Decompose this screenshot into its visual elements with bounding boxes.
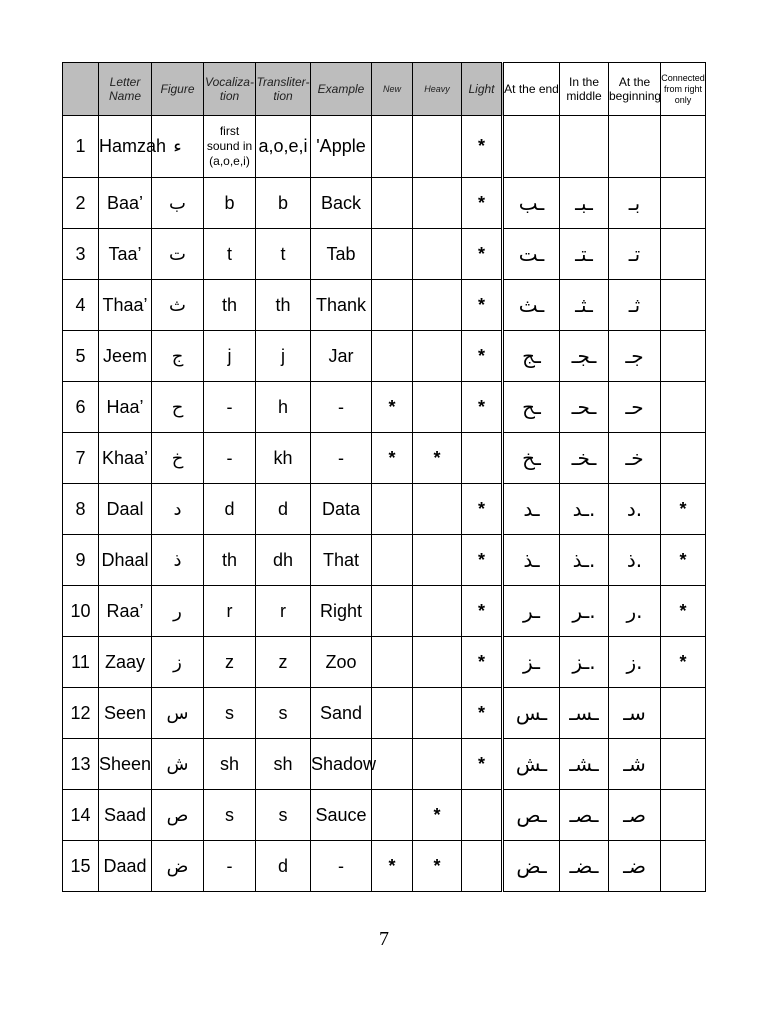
figure-cell: ص <box>152 790 204 841</box>
example-cell: Data <box>311 484 372 535</box>
connected-right-mark-cell: * <box>661 535 706 586</box>
row-number-cell: 5 <box>63 331 99 382</box>
connected-right-mark-cell <box>661 841 706 892</box>
example-cell: Jar <box>311 331 372 382</box>
table-row <box>63 433 706 484</box>
form-at-beginning-cell: تـ <box>609 229 661 280</box>
letter-name-cell: Thaa’ <box>99 280 152 331</box>
new-mark-cell <box>372 586 413 637</box>
form-at-end-cell: ـص <box>503 790 560 841</box>
form-at-beginning-cell: ر. <box>609 586 661 637</box>
example-cell: Right <box>311 586 372 637</box>
row-number-cell: 8 <box>63 484 99 535</box>
heavy-mark-cell <box>413 331 462 382</box>
form-in-middle-cell: ـر. <box>560 586 609 637</box>
header-heavy: Heavy <box>413 63 462 116</box>
letter-name-cell: Baa’ <box>99 178 152 229</box>
form-in-middle-cell: ـثـ <box>560 280 609 331</box>
example-cell: Shadow <box>311 739 372 790</box>
letter-name-cell: Daad <box>99 841 152 892</box>
example-cell: - <box>311 433 372 484</box>
row-number-cell: 2 <box>63 178 99 229</box>
form-at-beginning-cell: سـ <box>609 688 661 739</box>
table-row <box>63 739 706 790</box>
heavy-mark-cell <box>413 382 462 433</box>
connected-right-mark-cell <box>661 382 706 433</box>
light-mark-cell: * <box>462 637 503 688</box>
vocalization-cell: b <box>204 178 256 229</box>
heavy-mark-cell: * <box>413 841 462 892</box>
header-connected-right: Connected from right only <box>661 63 706 116</box>
form-in-middle-cell: ـحـ <box>560 382 609 433</box>
page-number: 7 <box>379 928 389 950</box>
heavy-mark-cell <box>413 586 462 637</box>
transliteration-cell: s <box>256 688 311 739</box>
figure-cell: ب <box>152 178 204 229</box>
form-at-end-cell: ـث <box>503 280 560 331</box>
form-at-beginning-cell: حـ <box>609 382 661 433</box>
light-mark-cell: * <box>462 586 503 637</box>
table-row <box>63 116 706 178</box>
row-number-cell: 9 <box>63 535 99 586</box>
letter-name-cell: Raa’ <box>99 586 152 637</box>
vocalization-cell: t <box>204 229 256 280</box>
example-cell: Thank <box>311 280 372 331</box>
table-row <box>63 280 706 331</box>
table-row <box>63 586 706 637</box>
vocalization-cell: s <box>204 790 256 841</box>
heavy-mark-cell <box>413 280 462 331</box>
table-row <box>63 688 706 739</box>
transliteration-cell: b <box>256 178 311 229</box>
vocalization-cell: s <box>204 688 256 739</box>
row-number-cell: 12 <box>63 688 99 739</box>
new-mark-cell: * <box>372 841 413 892</box>
form-at-end-cell: ـد <box>503 484 560 535</box>
form-at-end-cell: ـذ <box>503 535 560 586</box>
figure-cell: ر <box>152 586 204 637</box>
table-row <box>63 382 706 433</box>
new-mark-cell <box>372 739 413 790</box>
table-row <box>63 484 706 535</box>
figure-cell: ض <box>152 841 204 892</box>
transliteration-cell: d <box>256 484 311 535</box>
light-mark-cell: * <box>462 178 503 229</box>
form-in-middle-cell <box>560 116 609 178</box>
light-mark-cell: * <box>462 280 503 331</box>
figure-cell: ش <box>152 739 204 790</box>
connected-right-mark-cell <box>661 331 706 382</box>
form-in-middle-cell: ـصـ <box>560 790 609 841</box>
form-at-end-cell: ـت <box>503 229 560 280</box>
row-number-cell: 4 <box>63 280 99 331</box>
new-mark-cell <box>372 229 413 280</box>
connected-right-mark-cell: * <box>661 637 706 688</box>
light-mark-cell: * <box>462 229 503 280</box>
form-at-end-cell <box>503 116 560 178</box>
form-in-middle-cell: ـشـ <box>560 739 609 790</box>
form-in-middle-cell: ـسـ <box>560 688 609 739</box>
letter-name-cell: Saad <box>99 790 152 841</box>
form-in-middle-cell: ـضـ <box>560 841 609 892</box>
transliteration-cell: t <box>256 229 311 280</box>
heavy-mark-cell: * <box>413 790 462 841</box>
header-example: Example <box>311 63 372 116</box>
figure-cell: ث <box>152 280 204 331</box>
form-at-end-cell: ـخ <box>503 433 560 484</box>
header-row <box>63 63 706 116</box>
heavy-mark-cell <box>413 229 462 280</box>
letter-name-cell: Hamzah <box>99 116 152 178</box>
header-in-middle: In the middle <box>560 63 609 116</box>
figure-cell: ح <box>152 382 204 433</box>
new-mark-cell <box>372 280 413 331</box>
form-at-end-cell: ـر <box>503 586 560 637</box>
transliteration-cell: d <box>256 841 311 892</box>
figure-cell: س <box>152 688 204 739</box>
connected-right-mark-cell <box>661 116 706 178</box>
heavy-mark-cell: * <box>413 433 462 484</box>
letter-name-cell: Taa’ <box>99 229 152 280</box>
heavy-mark-cell <box>413 688 462 739</box>
heavy-mark-cell <box>413 116 462 178</box>
light-mark-cell: * <box>462 535 503 586</box>
light-mark-cell: * <box>462 331 503 382</box>
form-in-middle-cell: ـد. <box>560 484 609 535</box>
transliteration-cell: j <box>256 331 311 382</box>
connected-right-mark-cell <box>661 178 706 229</box>
vocalization-cell: d <box>204 484 256 535</box>
new-mark-cell: * <box>372 433 413 484</box>
new-mark-cell: * <box>372 382 413 433</box>
form-at-beginning-cell: ز. <box>609 637 661 688</box>
vocalization-cell: - <box>204 841 256 892</box>
light-mark-cell <box>462 790 503 841</box>
new-mark-cell <box>372 116 413 178</box>
header-letter-name: Letter Name <box>99 63 152 116</box>
table-row <box>63 841 706 892</box>
figure-cell: ز <box>152 637 204 688</box>
form-at-end-cell: ـب <box>503 178 560 229</box>
connected-right-mark-cell <box>661 688 706 739</box>
letter-name-cell: Khaa’ <box>99 433 152 484</box>
letter-name-cell: Dhaal <box>99 535 152 586</box>
transliteration-cell: s <box>256 790 311 841</box>
form-at-beginning-cell: صـ <box>609 790 661 841</box>
new-mark-cell <box>372 535 413 586</box>
form-at-beginning-cell: شـ <box>609 739 661 790</box>
example-cell: That <box>311 535 372 586</box>
transliteration-cell: kh <box>256 433 311 484</box>
light-mark-cell: * <box>462 739 503 790</box>
light-mark-cell <box>462 433 503 484</box>
new-mark-cell <box>372 637 413 688</box>
example-cell: - <box>311 841 372 892</box>
row-number-cell: 13 <box>63 739 99 790</box>
header-light: Light <box>462 63 503 116</box>
letter-name-cell: Daal <box>99 484 152 535</box>
form-at-beginning-cell: ثـ <box>609 280 661 331</box>
header-figure: Figure <box>152 63 204 116</box>
header-transliteration: Transliter-tion <box>256 63 311 116</box>
transliteration-cell: dh <box>256 535 311 586</box>
light-mark-cell: * <box>462 484 503 535</box>
figure-cell: ء <box>152 116 204 178</box>
vocalization-cell: r <box>204 586 256 637</box>
light-mark-cell: * <box>462 688 503 739</box>
header-blank <box>63 63 99 116</box>
table-row <box>63 790 706 841</box>
form-at-beginning-cell <box>609 116 661 178</box>
light-mark-cell <box>462 841 503 892</box>
vocalization-cell: th <box>204 535 256 586</box>
example-cell: Sand <box>311 688 372 739</box>
form-at-beginning-cell: جـ <box>609 331 661 382</box>
heavy-mark-cell <box>413 484 462 535</box>
vocalization-cell: j <box>204 331 256 382</box>
form-at-beginning-cell: ذ. <box>609 535 661 586</box>
form-at-end-cell: ـض <box>503 841 560 892</box>
form-at-end-cell: ـش <box>503 739 560 790</box>
header-vocalization: Vocaliza-tion <box>204 63 256 116</box>
figure-cell: خ <box>152 433 204 484</box>
form-in-middle-cell: ـتـ <box>560 229 609 280</box>
heavy-mark-cell <box>413 178 462 229</box>
letter-name-cell: Haa’ <box>99 382 152 433</box>
row-number-cell: 15 <box>63 841 99 892</box>
example-cell: 'Apple <box>311 116 372 178</box>
table-row <box>63 637 706 688</box>
vocalization-cell: first sound in (a,o,e,i) <box>204 116 256 178</box>
new-mark-cell <box>372 484 413 535</box>
transliteration-cell: sh <box>256 739 311 790</box>
vocalization-cell: - <box>204 433 256 484</box>
heavy-mark-cell <box>413 739 462 790</box>
table-row <box>63 229 706 280</box>
form-in-middle-cell: ـذ. <box>560 535 609 586</box>
form-in-middle-cell: ـجـ <box>560 331 609 382</box>
connected-right-mark-cell <box>661 790 706 841</box>
row-number-cell: 11 <box>63 637 99 688</box>
form-at-beginning-cell: ضـ <box>609 841 661 892</box>
new-mark-cell <box>372 688 413 739</box>
example-cell: Sauce <box>311 790 372 841</box>
form-at-end-cell: ـز <box>503 637 560 688</box>
header-new: New <box>372 63 413 116</box>
row-number-cell: 14 <box>63 790 99 841</box>
new-mark-cell <box>372 331 413 382</box>
transliteration-cell: th <box>256 280 311 331</box>
light-mark-cell: * <box>462 116 503 178</box>
connected-right-mark-cell: * <box>661 484 706 535</box>
light-mark-cell: * <box>462 382 503 433</box>
form-in-middle-cell: ـخـ <box>560 433 609 484</box>
new-mark-cell <box>372 178 413 229</box>
heavy-mark-cell <box>413 535 462 586</box>
letter-name-cell: Seen <box>99 688 152 739</box>
heavy-mark-cell <box>413 637 462 688</box>
transliteration-cell: z <box>256 637 311 688</box>
connected-right-mark-cell <box>661 229 706 280</box>
form-in-middle-cell: ـبـ <box>560 178 609 229</box>
table-row <box>63 178 706 229</box>
header-at-end: At the end <box>503 63 560 116</box>
header-at-beginning: At the beginning <box>609 63 661 116</box>
example-cell: - <box>311 382 372 433</box>
vocalization-cell: - <box>204 382 256 433</box>
connected-right-mark-cell: * <box>661 586 706 637</box>
row-number-cell: 7 <box>63 433 99 484</box>
form-at-end-cell: ـح <box>503 382 560 433</box>
row-number-cell: 1 <box>63 116 99 178</box>
form-in-middle-cell: ـز. <box>560 637 609 688</box>
vocalization-cell: th <box>204 280 256 331</box>
figure-cell: د <box>152 484 204 535</box>
new-mark-cell <box>372 790 413 841</box>
connected-right-mark-cell <box>661 433 706 484</box>
vocalization-cell: sh <box>204 739 256 790</box>
row-number-cell: 6 <box>63 382 99 433</box>
row-number-cell: 10 <box>63 586 99 637</box>
form-at-beginning-cell: بـ <box>609 178 661 229</box>
form-at-end-cell: ـس <box>503 688 560 739</box>
example-cell: Zoo <box>311 637 372 688</box>
form-at-beginning-cell: د. <box>609 484 661 535</box>
vocalization-cell: z <box>204 637 256 688</box>
example-cell: Tab <box>311 229 372 280</box>
letter-name-cell: Jeem <box>99 331 152 382</box>
table-row <box>63 535 706 586</box>
form-at-beginning-cell: خـ <box>609 433 661 484</box>
arabic-alphabet-table <box>62 62 706 892</box>
form-at-end-cell: ـج <box>503 331 560 382</box>
transliteration-cell: h <box>256 382 311 433</box>
connected-right-mark-cell <box>661 739 706 790</box>
table-body <box>63 116 706 892</box>
table-row <box>63 331 706 382</box>
example-cell: Back <box>311 178 372 229</box>
letter-name-cell: Zaay <box>99 637 152 688</box>
figure-cell: ذ <box>152 535 204 586</box>
transliteration-cell: r <box>256 586 311 637</box>
row-number-cell: 3 <box>63 229 99 280</box>
letter-name-cell: Sheen <box>99 739 152 790</box>
connected-right-mark-cell <box>661 280 706 331</box>
figure-cell: ت <box>152 229 204 280</box>
transliteration-cell: a,o,e,i <box>256 116 311 178</box>
figure-cell: ج <box>152 331 204 382</box>
